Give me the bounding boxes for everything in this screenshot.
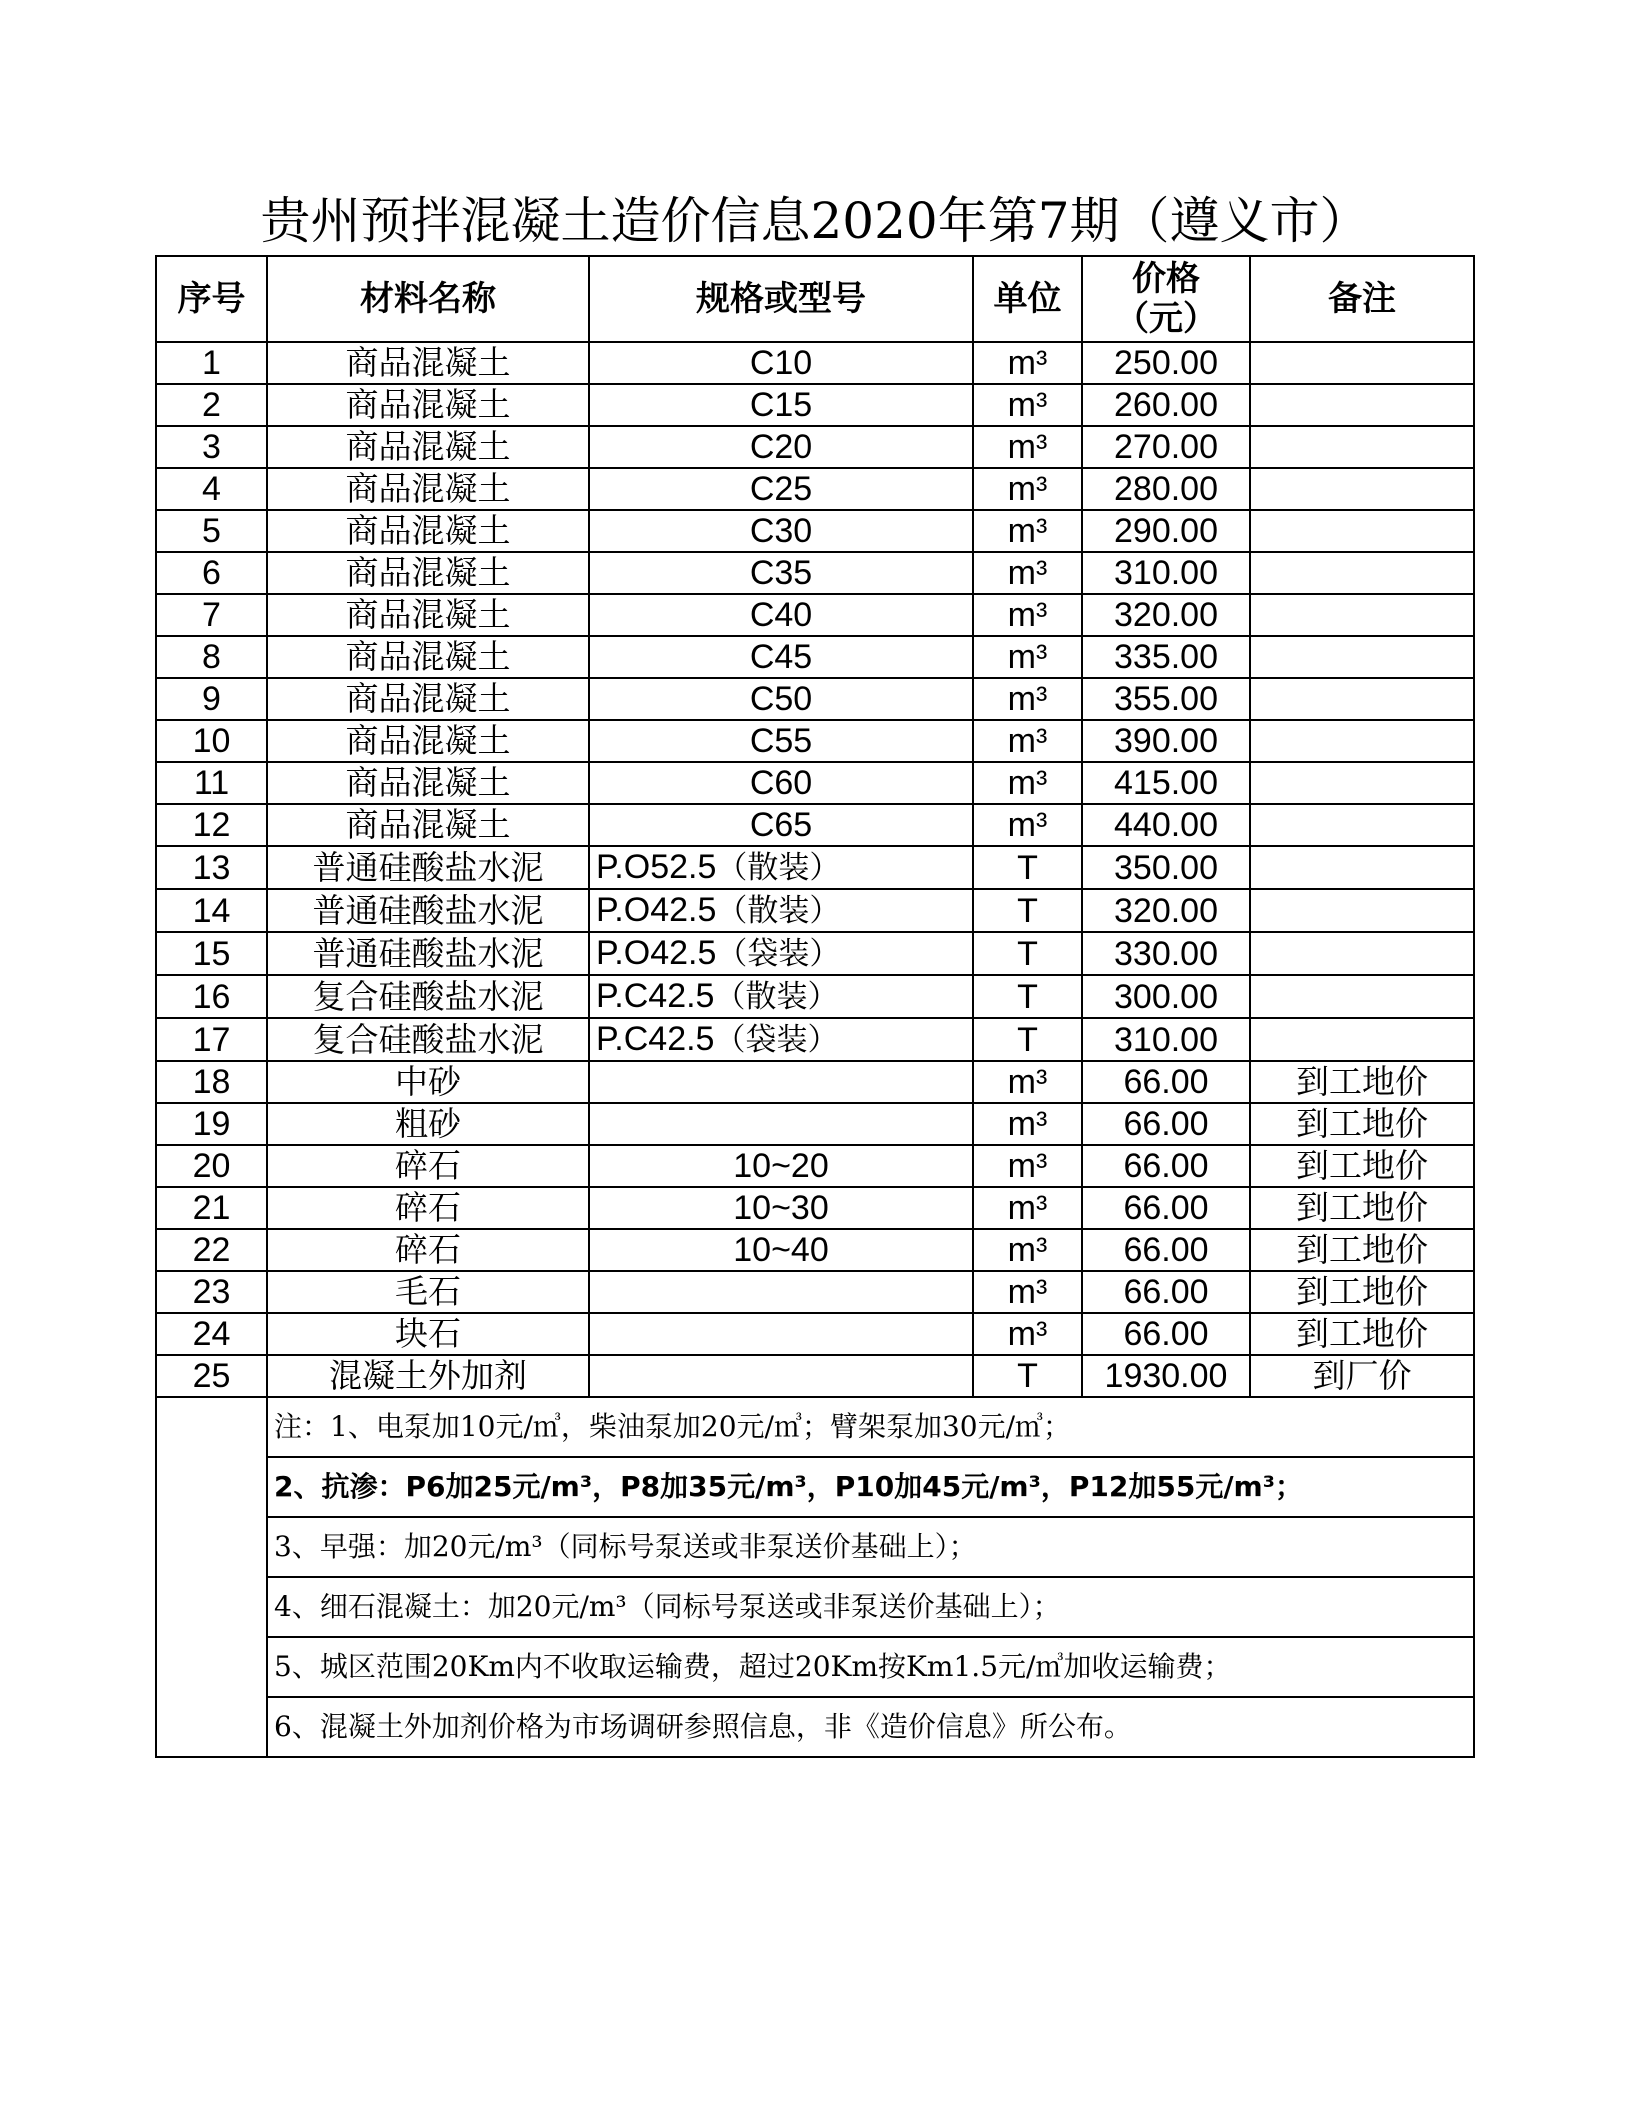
header-price-line1: 价格 [1132,259,1200,299]
table-row [156,1313,1474,1355]
row-name: 商品混凝土 [267,510,589,552]
row-unit: T [973,1355,1082,1397]
row-price: 290.00 [1082,510,1250,552]
table-row [156,1018,1474,1061]
row-remark: 到工地价 [1250,1187,1474,1229]
row-price: 335.00 [1082,636,1250,678]
row-no: 22 [156,1229,267,1271]
row-no: 2 [156,384,267,426]
row-name: 商品混凝土 [267,426,589,468]
row-spec [589,1313,973,1355]
row-name: 商品混凝土 [267,804,589,846]
table-row [156,384,1474,426]
table-row [156,342,1474,384]
row-unit: m³ [973,510,1082,552]
row-no: 19 [156,1103,267,1145]
header-name: 材料名称 [267,256,589,342]
row-remark [1250,342,1474,384]
row-spec-packing: （袋装） [716,936,841,972]
row-spec [589,1018,973,1061]
row-name: 商品混凝土 [267,636,589,678]
row-name: 块石 [267,1313,589,1355]
row-spec-code: P.C42.5 [596,1020,715,1058]
row-remark: 到厂价 [1250,1355,1474,1397]
row-spec [589,1271,973,1313]
row-spec: 10~40 [589,1229,973,1271]
row-remark: 到工地价 [1250,1103,1474,1145]
note-text: 2、抗渗：P6加25元/m³，P8加35元/m³，P10加45元/m³，P12加55元/m³； [267,1457,1474,1517]
row-name: 商品混凝土 [267,552,589,594]
row-no: 12 [156,804,267,846]
row-price: 440.00 [1082,804,1250,846]
table-row [156,426,1474,468]
row-remark [1250,804,1474,846]
row-remark [1250,594,1474,636]
note-text: 5、城区范围20Km内不收取运输费，超过20Km按Km1.5元/㎥加收运输费； [267,1637,1474,1697]
row-spec-code: P.C42.5 [596,977,715,1015]
row-remark: 到工地价 [1250,1271,1474,1313]
row-price: 320.00 [1082,889,1250,932]
row-remark [1250,678,1474,720]
row-spec: C35 [589,552,973,594]
row-no: 6 [156,552,267,594]
row-no: 15 [156,932,267,975]
row-unit: m³ [973,1061,1082,1103]
row-price: 355.00 [1082,678,1250,720]
row-price: 330.00 [1082,932,1250,975]
row-no: 8 [156,636,267,678]
header-price [1082,256,1250,342]
table-row [156,1145,1474,1187]
items-body [156,342,1474,1397]
row-spec [589,975,973,1018]
row-price: 280.00 [1082,468,1250,510]
row-price: 1930.00 [1082,1355,1250,1397]
row-unit: m³ [973,552,1082,594]
row-unit: T [973,846,1082,889]
row-remark [1250,932,1474,975]
table-row [156,678,1474,720]
row-no: 25 [156,1355,267,1397]
row-remark [1250,384,1474,426]
table-row [156,804,1474,846]
row-remark [1250,510,1474,552]
row-price: 66.00 [1082,1145,1250,1187]
row-spec: C55 [589,720,973,762]
row-spec [589,1061,973,1103]
table-row [156,1355,1474,1397]
note-text: 4、细石混凝土：加20元/m³（同标号泵送或非泵送价基础上）； [267,1577,1474,1637]
row-remark [1250,426,1474,468]
row-price: 350.00 [1082,846,1250,889]
table-row [156,932,1474,975]
row-spec: 10~30 [589,1187,973,1229]
row-name: 粗砂 [267,1103,589,1145]
row-no: 18 [156,1061,267,1103]
row-name: 商品混凝土 [267,384,589,426]
row-remark: 到工地价 [1250,1229,1474,1271]
row-name: 商品混凝土 [267,720,589,762]
row-name: 商品混凝土 [267,594,589,636]
row-no: 17 [156,1018,267,1061]
header-row [156,256,1474,342]
row-spec [589,889,973,932]
row-unit: m³ [973,468,1082,510]
row-name: 商品混凝土 [267,678,589,720]
row-spec-code: P.O42.5 [596,934,717,972]
price-table [155,255,1475,1758]
page-title: 贵州预拌混凝土造价信息2020年第7期（遵义市） [260,192,1370,250]
row-no: 5 [156,510,267,552]
note-row [156,1577,1474,1637]
table-row [156,1061,1474,1103]
row-price: 310.00 [1082,552,1250,594]
note-row [156,1517,1474,1577]
header-price-line2: （元） [1115,299,1217,339]
row-unit: T [973,889,1082,932]
row-price: 300.00 [1082,975,1250,1018]
row-name: 中砂 [267,1061,589,1103]
row-unit: m³ [973,1229,1082,1271]
row-spec-code: P.O42.5 [596,891,717,929]
table-row [156,1271,1474,1313]
row-name: 复合硅酸盐水泥 [267,975,589,1018]
row-price: 390.00 [1082,720,1250,762]
row-no: 14 [156,889,267,932]
row-spec: C40 [589,594,973,636]
row-unit: m³ [973,1187,1082,1229]
note-text: 3、早强：加20元/m³（同标号泵送或非泵送价基础上）； [267,1517,1474,1577]
table-row [156,1187,1474,1229]
row-remark [1250,1018,1474,1061]
table-row [156,1229,1474,1271]
row-name: 普通硅酸盐水泥 [267,846,589,889]
row-remark [1250,552,1474,594]
row-no: 9 [156,678,267,720]
row-spec: C15 [589,384,973,426]
row-name: 普通硅酸盐水泥 [267,889,589,932]
table-row [156,636,1474,678]
notes-blank-cell [156,1397,267,1757]
row-unit: m³ [973,342,1082,384]
table-row [156,975,1474,1018]
row-remark: 到工地价 [1250,1313,1474,1355]
row-price: 320.00 [1082,594,1250,636]
row-name: 碎石 [267,1187,589,1229]
row-spec: C30 [589,510,973,552]
row-unit: m³ [973,762,1082,804]
row-remark [1250,720,1474,762]
row-spec-packing: （袋装） [714,1022,839,1058]
table-row [156,846,1474,889]
header-spec: 规格或型号 [589,256,973,342]
row-spec [589,846,973,889]
row-unit: m³ [973,1145,1082,1187]
row-unit: T [973,975,1082,1018]
row-price: 310.00 [1082,1018,1250,1061]
row-no: 20 [156,1145,267,1187]
table-row [156,468,1474,510]
header-no: 序号 [156,256,267,342]
note-text: 注：1、电泵加10元/㎥，柴油泵加20元/㎥；臂架泵加30元/㎥； [267,1397,1474,1457]
row-unit: m³ [973,678,1082,720]
row-unit: T [973,932,1082,975]
note-row [156,1697,1474,1757]
row-spec: C50 [589,678,973,720]
row-name: 普通硅酸盐水泥 [267,932,589,975]
row-remark [1250,468,1474,510]
table-row [156,889,1474,932]
note-row [156,1637,1474,1697]
row-spec: C60 [589,762,973,804]
row-no: 13 [156,846,267,889]
table-row [156,594,1474,636]
row-unit: m³ [973,594,1082,636]
row-spec-packing: （散装） [716,850,841,886]
row-remark [1250,636,1474,678]
row-unit: m³ [973,426,1082,468]
header-unit: 单位 [973,256,1082,342]
row-no: 7 [156,594,267,636]
row-remark [1250,975,1474,1018]
row-no: 3 [156,426,267,468]
row-spec: C45 [589,636,973,678]
row-no: 24 [156,1313,267,1355]
row-price: 66.00 [1082,1103,1250,1145]
row-price: 270.00 [1082,426,1250,468]
row-name: 商品混凝土 [267,468,589,510]
row-price: 66.00 [1082,1271,1250,1313]
table-row [156,1103,1474,1145]
row-spec-packing: （散装） [714,979,839,1015]
row-no: 16 [156,975,267,1018]
row-spec: 10~20 [589,1145,973,1187]
row-spec: C65 [589,804,973,846]
row-remark [1250,889,1474,932]
header-remark: 备注 [1250,256,1474,342]
row-name: 复合硅酸盐水泥 [267,1018,589,1061]
table-row [156,720,1474,762]
row-unit: m³ [973,384,1082,426]
row-name: 商品混凝土 [267,762,589,804]
row-remark: 到工地价 [1250,1061,1474,1103]
row-no: 21 [156,1187,267,1229]
table-row [156,762,1474,804]
row-unit: T [973,1018,1082,1061]
row-spec-code: P.O52.5 [596,848,717,886]
row-remark [1250,846,1474,889]
row-no: 10 [156,720,267,762]
row-spec: C25 [589,468,973,510]
row-unit: m³ [973,1313,1082,1355]
row-unit: m³ [973,804,1082,846]
note-row [156,1397,1474,1457]
row-spec [589,1355,973,1397]
row-remark: 到工地价 [1250,1145,1474,1187]
table-row [156,510,1474,552]
row-name: 碎石 [267,1229,589,1271]
row-price: 250.00 [1082,342,1250,384]
row-spec: C10 [589,342,973,384]
row-spec [589,932,973,975]
row-spec [589,1103,973,1145]
row-price: 66.00 [1082,1187,1250,1229]
row-price: 66.00 [1082,1313,1250,1355]
row-no: 4 [156,468,267,510]
row-unit: m³ [973,720,1082,762]
row-name: 混凝土外加剂 [267,1355,589,1397]
row-price: 66.00 [1082,1229,1250,1271]
row-spec-packing: （散装） [716,893,841,929]
table-row [156,552,1474,594]
row-name: 毛石 [267,1271,589,1313]
row-price: 415.00 [1082,762,1250,804]
note-text: 6、混凝土外加剂价格为市场调研参照信息，非《造价信息》所公布。 [267,1697,1474,1757]
row-no: 23 [156,1271,267,1313]
row-unit: m³ [973,636,1082,678]
row-unit: m³ [973,1271,1082,1313]
row-no: 11 [156,762,267,804]
row-remark [1250,762,1474,804]
note-row [156,1457,1474,1517]
row-price: 66.00 [1082,1061,1250,1103]
row-no: 1 [156,342,267,384]
notes-body [156,1397,1474,1757]
row-spec: C20 [589,426,973,468]
row-price: 260.00 [1082,384,1250,426]
row-name: 碎石 [267,1145,589,1187]
row-unit: m³ [973,1103,1082,1145]
row-name: 商品混凝土 [267,342,589,384]
